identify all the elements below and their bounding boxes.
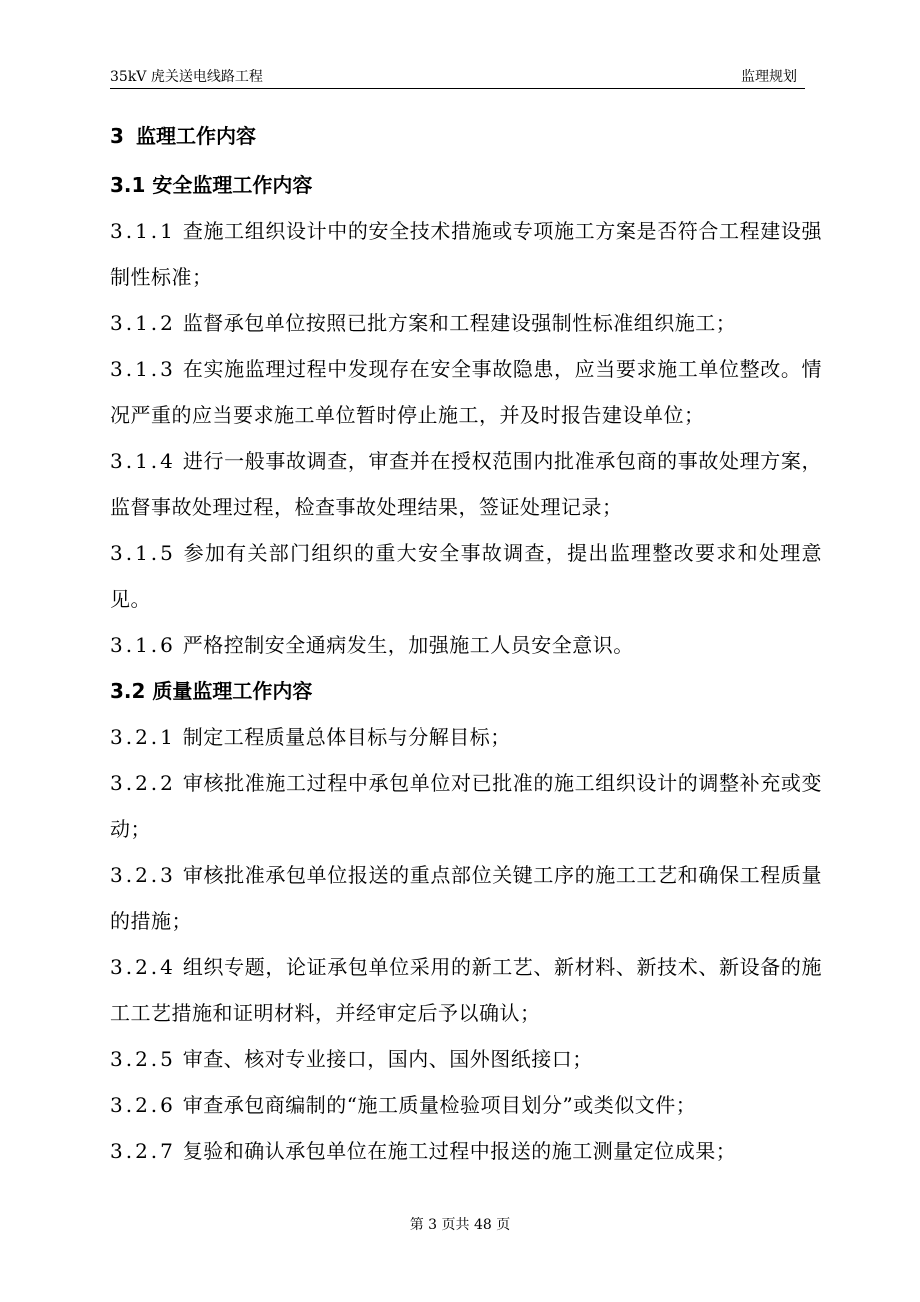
list-item [110,852,822,944]
item-number: 3.2.2 [110,771,176,795]
list-item [110,438,822,530]
subsection-heading: 3.1 安全监理工作内容 [110,173,313,197]
document-body [110,116,822,1174]
list-item [110,714,822,760]
subsection-list [110,162,822,1174]
item-text: 查施工组织设计中的安全技术措施或专项施工方案是否符合工程建设强制性标准； [110,219,823,289]
page-header [110,64,805,89]
header-document-type: 监理规划 [741,69,797,85]
list-item [110,1036,822,1082]
item-number: 3.2.6 [110,1093,176,1117]
item-text: 审核批准承包单位报送的重点部位关键工序的施工工艺和确保工程质量的措施； [110,863,823,933]
list-item [110,530,822,622]
list-item [110,1082,822,1128]
item-text: 制定工程质量总体目标与分解目标； [182,725,511,749]
item-number: 3.1.4 [110,449,176,473]
item-number: 3.2.7 [110,1139,176,1163]
item-text: 审核批准施工过程中承包单位对已批准的施工组织设计的调整补充或变动； [110,771,823,841]
list-item [110,1128,822,1174]
item-text: 在实施监理过程中发现存在安全事故隐患，应当要求施工单位整改。情况严重的应当要求施工单位暂时停止施工，并及时报告建设单位； [110,357,823,427]
item-text: 审查、核对专业接口，国内、国外图纸接口； [182,1047,593,1071]
list-item [110,300,822,346]
list-item [110,208,822,300]
item-text: 进行一般事故调查，审查并在授权范围内批准承包商的事故处理方案，监督事故处理过程，检查事故处理结果，签证处理记录； [110,449,823,519]
item-number: 3.2.4 [110,955,176,979]
list-item [110,760,822,852]
header-project-name: 35kV 虎关送电线路工程 [110,69,263,85]
item-text: 参加有关部门组织的重大安全事故调查，提出监理整改要求和处理意见。 [110,541,823,611]
item-number: 3.2.1 [110,725,176,749]
item-text: 组织专题，论证承包单位采用的新工艺、新材料、新技术、新设备的施工工艺措施和证明材料，并经审定后予以确认； [110,955,823,1025]
item-number: 3.1.3 [110,357,176,381]
item-number: 3.2.5 [110,1047,176,1071]
item-number: 3.1.1 [110,219,176,243]
section-number: 3 [110,124,124,148]
section-heading [110,116,822,162]
item-text: 监督承包单位按照已批方案和工程建设强制性标准组织施工； [182,311,737,335]
item-number: 3.1.5 [110,541,176,565]
section-title: 监理工作内容 [136,124,256,148]
item-text: 严格控制安全通病发生，加强施工人员安全意识。 [182,633,634,657]
page-footer: 第 3 页共 48 页 [409,1217,511,1233]
list-item [110,944,822,1036]
list-item [110,346,822,438]
item-text: 审查承包商编制的“施工质量检验项目划分”或类似文件； [182,1093,697,1117]
item-number: 3.2.3 [110,863,176,887]
list-item [110,622,822,668]
item-number: 3.1.6 [110,633,176,657]
item-number: 3.1.2 [110,311,176,335]
item-text: 复验和确认承包单位在施工过程中报送的施工测量定位成果； [182,1139,737,1163]
subsection-heading: 3.2 质量监理工作内容 [110,679,313,703]
